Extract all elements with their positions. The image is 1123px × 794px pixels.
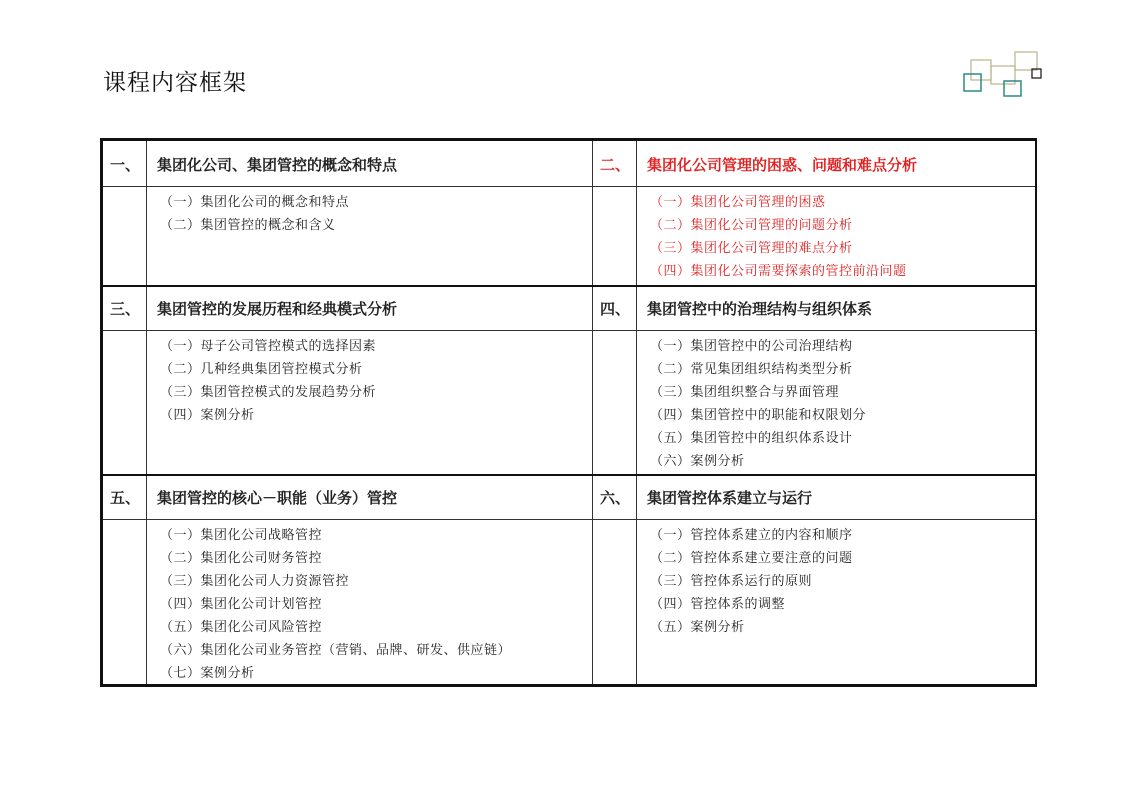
list-item: （二）常见集团组织结构类型分析	[650, 362, 853, 377]
list-item: （四）案例分析	[160, 408, 255, 423]
section-title: 集团化公司、集团管控的概念和特点	[157, 156, 398, 174]
list-item: （三）集团化公司人力资源管控	[160, 574, 350, 589]
row-divider	[103, 519, 1035, 520]
list-item: （二）几种经典集团管控模式分析	[160, 362, 363, 377]
section-number: 二、	[599, 156, 630, 174]
column-divider	[146, 141, 147, 684]
section-number: 五、	[109, 489, 140, 507]
section-number: 六、	[599, 489, 630, 507]
list-item: （五）集团化公司风险管控	[160, 620, 323, 635]
list-item: （六）集团化公司业务管控（营销、品牌、研发、供应链）	[160, 643, 512, 658]
list-item: （四）集团管控中的职能和权限划分	[650, 408, 867, 423]
section-number: 三、	[109, 300, 140, 318]
list-item: （七）案例分析	[160, 666, 255, 681]
list-item: （三）集团化公司管理的难点分析	[650, 241, 853, 256]
section-items	[650, 191, 907, 283]
list-item: （四）管控体系的调整	[650, 597, 786, 612]
list-item: （二）管控体系建立要注意的问题	[650, 551, 853, 566]
section-title: 集团化公司管理的困惑、问题和难点分析	[647, 156, 918, 174]
row-divider	[103, 474, 1035, 476]
section-items	[160, 191, 349, 237]
list-item: （三）集团组织整合与界面管理	[650, 385, 840, 400]
section-number: 一、	[109, 156, 140, 174]
list-item: （五）集团管控中的组织体系设计	[650, 431, 853, 446]
row-divider	[103, 330, 1035, 331]
section-title: 集团管控的核心－职能（业务）管控	[157, 489, 398, 507]
page-title: 课程内容框架	[103, 70, 247, 96]
list-item: （二）集团化公司财务管控	[160, 551, 323, 566]
column-divider	[636, 141, 637, 684]
course-framework-table	[100, 138, 1037, 687]
list-item: （四）集团化公司计划管控	[160, 597, 323, 612]
list-item: （二）集团化公司管理的问题分析	[650, 218, 853, 233]
section-title: 集团管控的发展历程和经典模式分析	[157, 300, 398, 318]
list-item: （二）集团管控的概念和含义	[160, 218, 336, 233]
section-items	[650, 335, 866, 473]
list-item: （六）案例分析	[650, 454, 745, 469]
logo-icon	[958, 48, 1048, 100]
list-item: （一）集团化公司管理的困惑	[650, 195, 826, 210]
list-item: （一）管控体系建立的内容和顺序	[650, 528, 853, 543]
list-item: （三）管控体系运行的原则	[650, 574, 813, 589]
section-items	[650, 524, 853, 639]
section-items	[160, 335, 376, 427]
list-item: （一）集团化公司战略管控	[160, 528, 323, 543]
section-number: 四、	[599, 300, 630, 318]
list-item: （一）集团管控中的公司治理结构	[650, 339, 853, 354]
list-item: （一）集团化公司的概念和特点	[160, 195, 350, 210]
section-items	[160, 524, 511, 685]
list-item: （一）母子公司管控模式的选择因素	[160, 339, 377, 354]
list-item: （五）案例分析	[650, 620, 745, 635]
section-title: 集团管控体系建立与运行	[647, 489, 813, 507]
section-title: 集团管控中的治理结构与组织体系	[647, 300, 873, 318]
row-divider	[103, 186, 1035, 187]
row-divider	[103, 285, 1035, 287]
list-item: （三）集团管控模式的发展趋势分析	[160, 385, 377, 400]
list-item: （四）集团化公司需要探索的管控前沿问题	[650, 264, 907, 279]
column-divider	[592, 141, 593, 684]
